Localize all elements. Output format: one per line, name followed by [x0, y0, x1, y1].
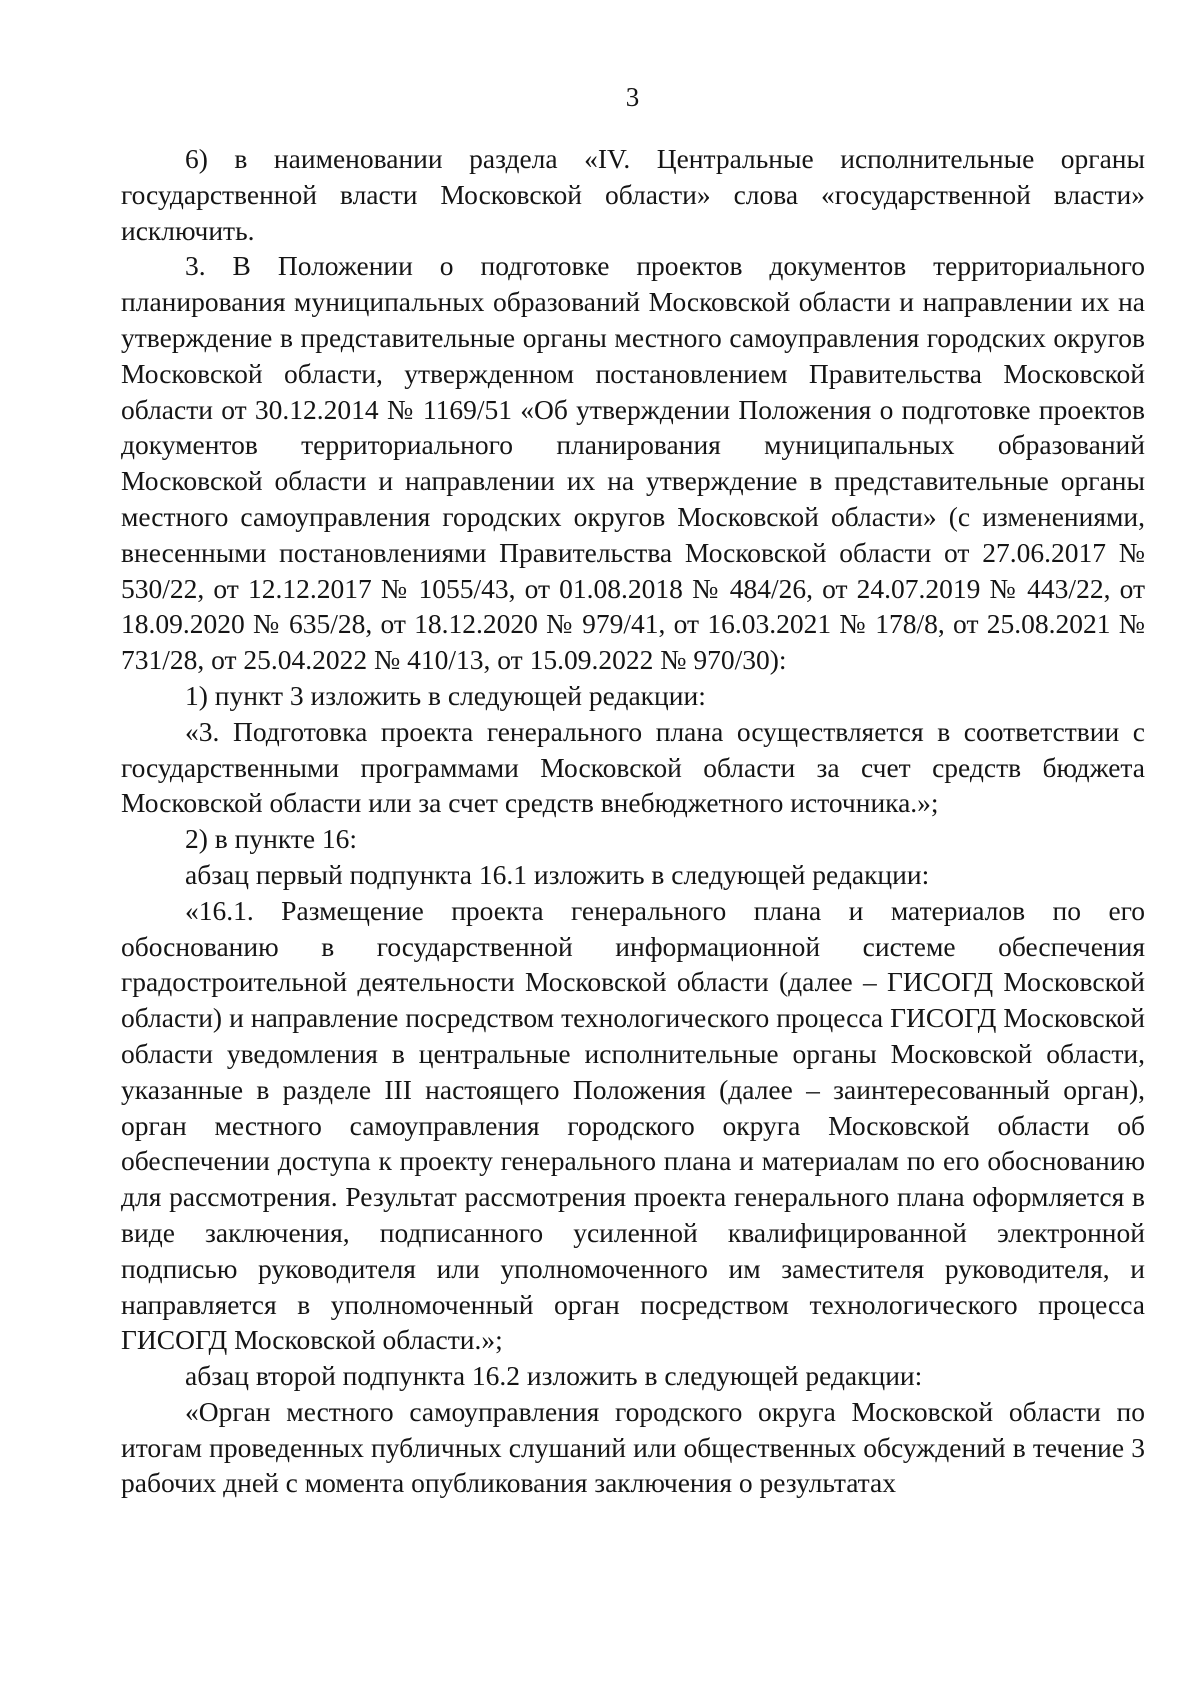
paragraph-quote-16-1: «16.1. Размещение проекта генерального плана и материалов по его обоснованию в государственной информационной системе обеспечения градостроительной деятельности Московской области (далее – ГИСОГД Московской области) и направление посредством технологического процесса ГИСОГД Московской области уведомления в центральные исполнительные органы Московской области, указанные в разделе III настоящего Положения (далее – заинтересованный орган), орган местного самоуправления городского округа Московской области об обеспечении доступа к проекту генерального плана и материалам по его обоснованию для рассмотрения. Результат рассмотрения проекта генерального плана оформляется в виде заключения, подписанного усиленной квалифицированной электронной подписью руководителя или уполномоченного им заместителя руководителя, и направляется в уполномоченный орган посредством технологического процесса ГИСОГД Московской области.»;	[121, 894, 1145, 1356]
paragraph-item-1: 1) пункт 3 изложить в следующей редакции:	[185, 679, 706, 711]
paragraph-clause-3-regulation: 3. В Положении о подготовке проектов документов территориального планирования муниципальных образований Московской области и направлении их на утверждение в представительные органы местного самоуправления городских округов Московской области, утвержденном постановлением Правительства Московской области от 30.12.2014 № 1169/51 «Об утверждении Положения о подготовке проектов документов территориального планирования муниципальных образований Московской области и направлении их на утверждение в представительные органы местного самоуправления городских округов Московской области» (с изменениями, внесенными постановлениями Правительства Московской области от 27.06.2017 № 530/22, от 12.12.2017 № 1055/43, от 01.08.2018 № 484/26, от 24.07.2019 № 443/22, от 18.09.2020 № 635/28, от 18.12.2020 № 979/41, от 16.03.2021 № 178/8, от 25.08.2021 № 731/28, от 25.04.2022 № 410/13, от 15.09.2022 № 970/30):	[121, 250, 1145, 676]
page-number: 3	[625, 82, 640, 112]
paragraph-item-2: 2) в пункте 16:	[185, 823, 358, 855]
paragraph-subclause-16-2-intro: абзац второй подпункта 16.2 изложить в следующей редакции:	[185, 1360, 923, 1392]
paragraph-quote-16-2: «Орган местного самоуправления городского округа Московской области по итогам проведенных публичных слушаний или общественных обсуждений в течение 3 рабочих дней с момента опубликования заключения о результатах	[121, 1395, 1145, 1499]
paragraph-item-6-section-iv: 6) в наименовании раздела «IV. Центральные исполнительные органы государственной власти Московской области» слова «государственной власти» исключить.	[121, 143, 1145, 246]
paragraph-subclause-16-1-intro: абзац первый подпункта 16.1 изложить в следующей редакции:	[185, 858, 930, 890]
document-body	[121, 141, 1145, 1501]
paragraph-quote-clause-3: «3. Подготовка проекта генерального плана осуществляется в соответствии с государственными программами Московской области за счет средств бюджета Московской области или за счет средств внебюджетного источника.»;	[121, 715, 1145, 819]
